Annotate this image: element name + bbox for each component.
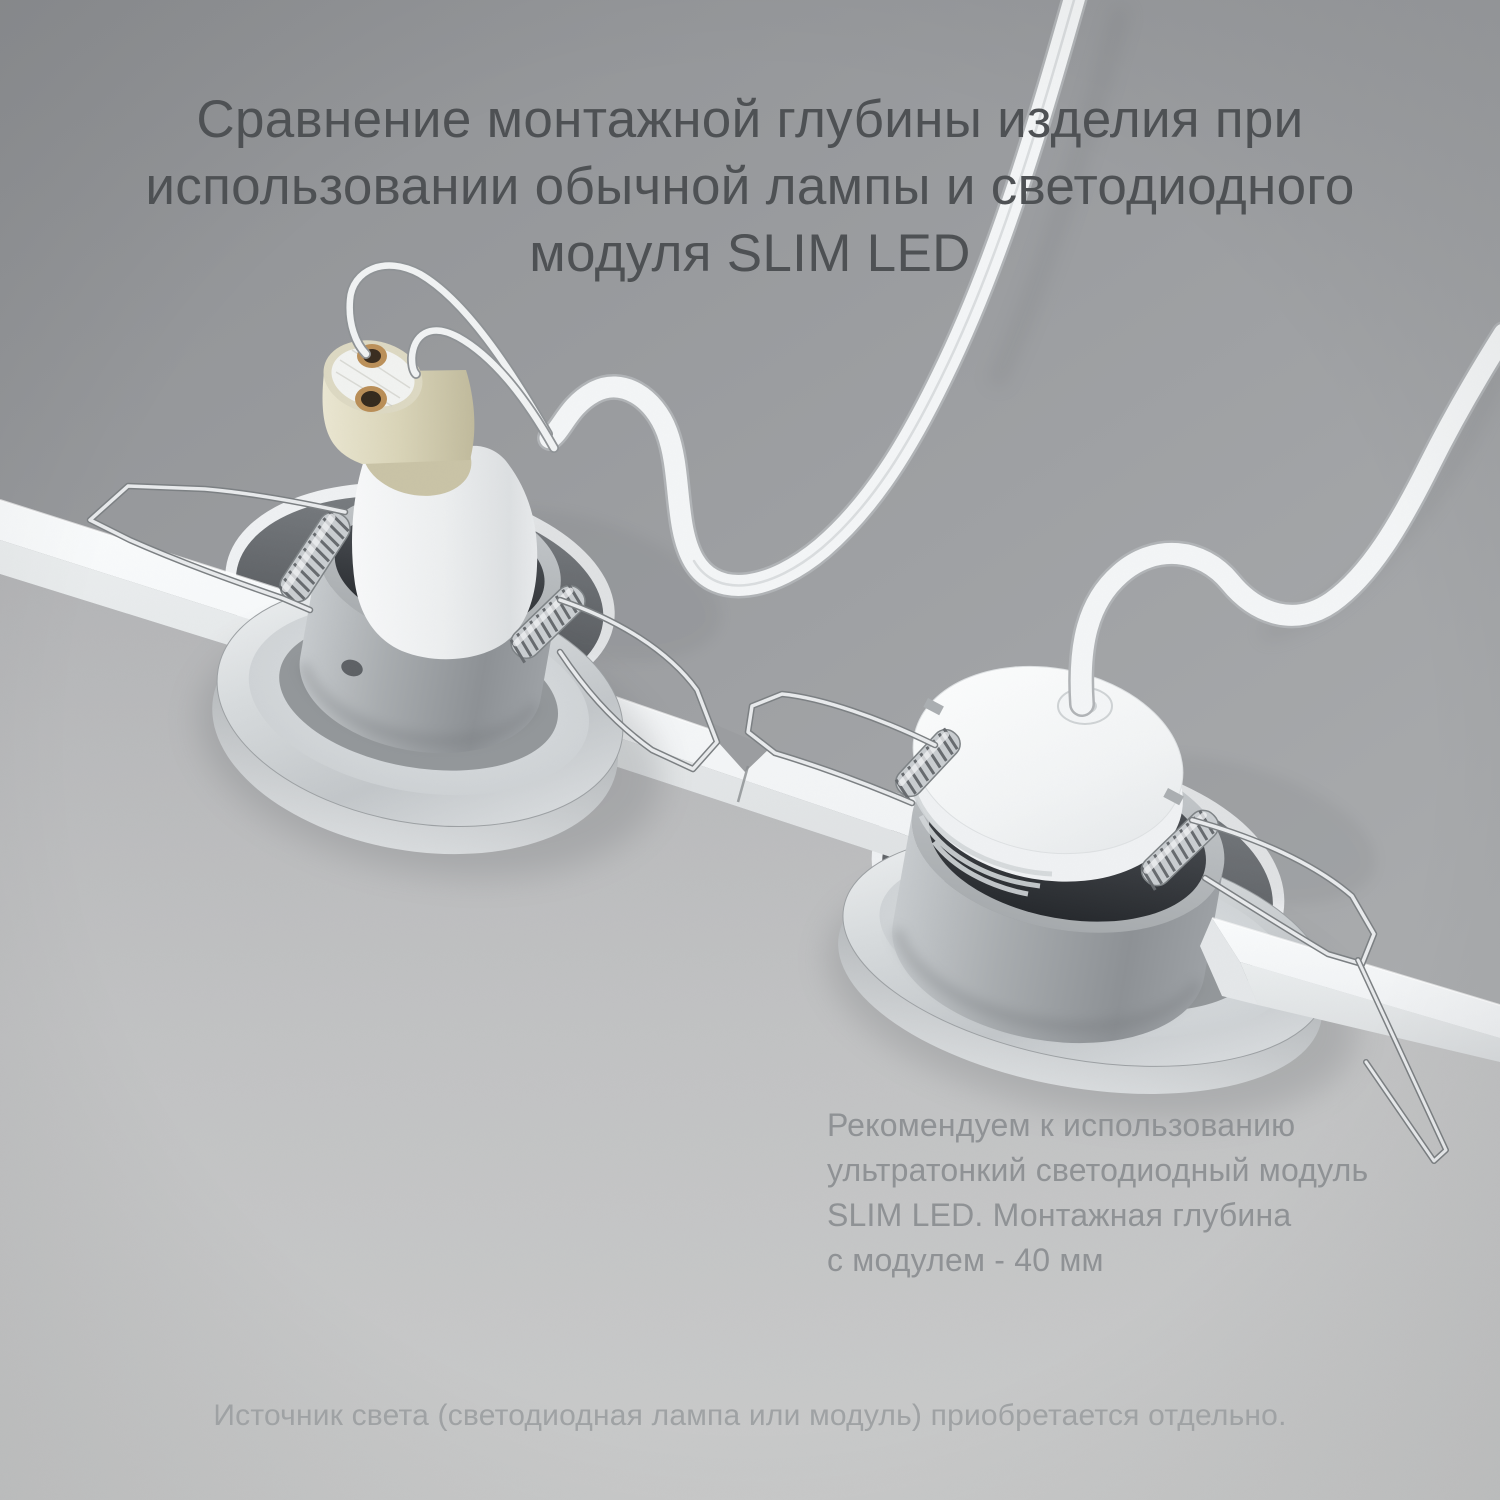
page-title <box>0 86 1500 287</box>
title-line: модуля SLIM LED <box>529 224 971 283</box>
footer-note <box>0 1397 1500 1435</box>
note-line: с модулем - 40 мм <box>827 1242 1104 1278</box>
note-line: SLIM LED. Монтажная глубина <box>827 1197 1292 1233</box>
title-line: Сравнение монтажной глубины изделия при <box>196 90 1304 149</box>
note-paragraph <box>827 1103 1387 1283</box>
footer-text: Источник света (светодиодная лампа или модуль) приобретается отдельно. <box>213 1399 1287 1432</box>
note-line: ультратонкий светодиодный модуль <box>827 1152 1369 1188</box>
note-line: Рекомендуем к использованию <box>827 1107 1296 1143</box>
title-line: использовании обычной лампы и светодиодного <box>145 157 1355 216</box>
